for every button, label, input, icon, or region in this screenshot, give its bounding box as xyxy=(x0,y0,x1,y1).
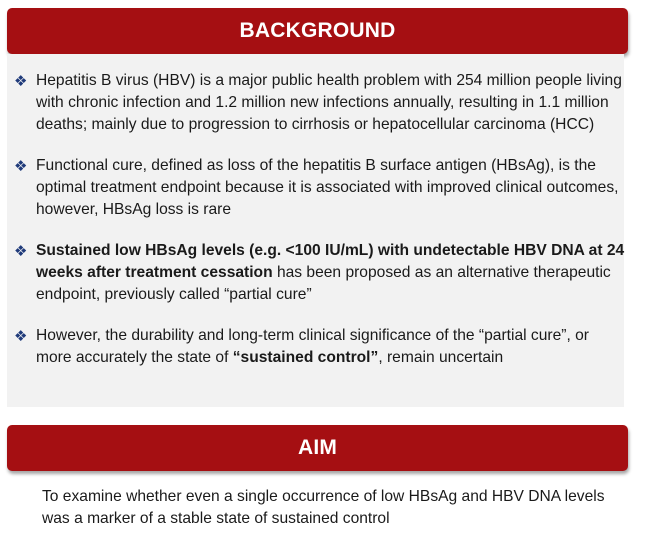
bullet-item xyxy=(14,325,626,369)
background-heading: BACKGROUND xyxy=(7,8,628,54)
aim-text: To examine whether even a single occurrence of low HBsAg and HBV DNA levels was a marker of a stable state of sustained control xyxy=(42,488,605,527)
diamond-bullet-icon: ❖ xyxy=(14,327,28,345)
bullet-text xyxy=(36,327,589,366)
bullet-item xyxy=(14,155,626,221)
bullet-text-bold: Sustained low HBsAg levels (e.g. <100 IU/mL) with undetectable HBV DNA at 24 weeks after treatment cessation xyxy=(36,242,625,281)
background-bullet-list xyxy=(14,70,626,388)
bullet-text-run: has been proposed as an alternative therapeutic endpoint, previously called “partial cure” xyxy=(36,264,611,303)
bullet-text-run: Functional cure, defined as loss of the hepatitis B surface antigen (HBsAg), is the optimal treatment endpoint because it is associated with improved clinical outcomes, however, HBsAg loss is rare xyxy=(36,157,619,218)
diamond-bullet-icon: ❖ xyxy=(14,242,28,260)
bullet-text-bold: “sustained control” xyxy=(232,349,379,366)
bullet-text-run: , remain uncertain xyxy=(378,349,504,366)
bullet-text xyxy=(36,157,618,218)
diamond-bullet-icon: ❖ xyxy=(14,157,28,175)
bullet-item xyxy=(14,240,626,306)
bullet-text xyxy=(36,242,624,303)
bullet-text-run: However, the durability and long-term clinical significance of the “partial cure”, or more accurately the state of xyxy=(36,327,589,366)
diamond-bullet-icon: ❖ xyxy=(14,72,28,90)
bullet-text-run: Hepatitis B virus (HBV) is a major public health problem with 254 million people living with chronic infection and 1.2 million new infections annually, resulting in 1.1 million deaths; mainly due to progression to cirrhosis or hepatocellular carcinoma (HCC) xyxy=(36,72,622,133)
aim-heading: AIM xyxy=(7,425,628,471)
bullet-text xyxy=(36,72,622,133)
bullet-item xyxy=(14,70,626,136)
